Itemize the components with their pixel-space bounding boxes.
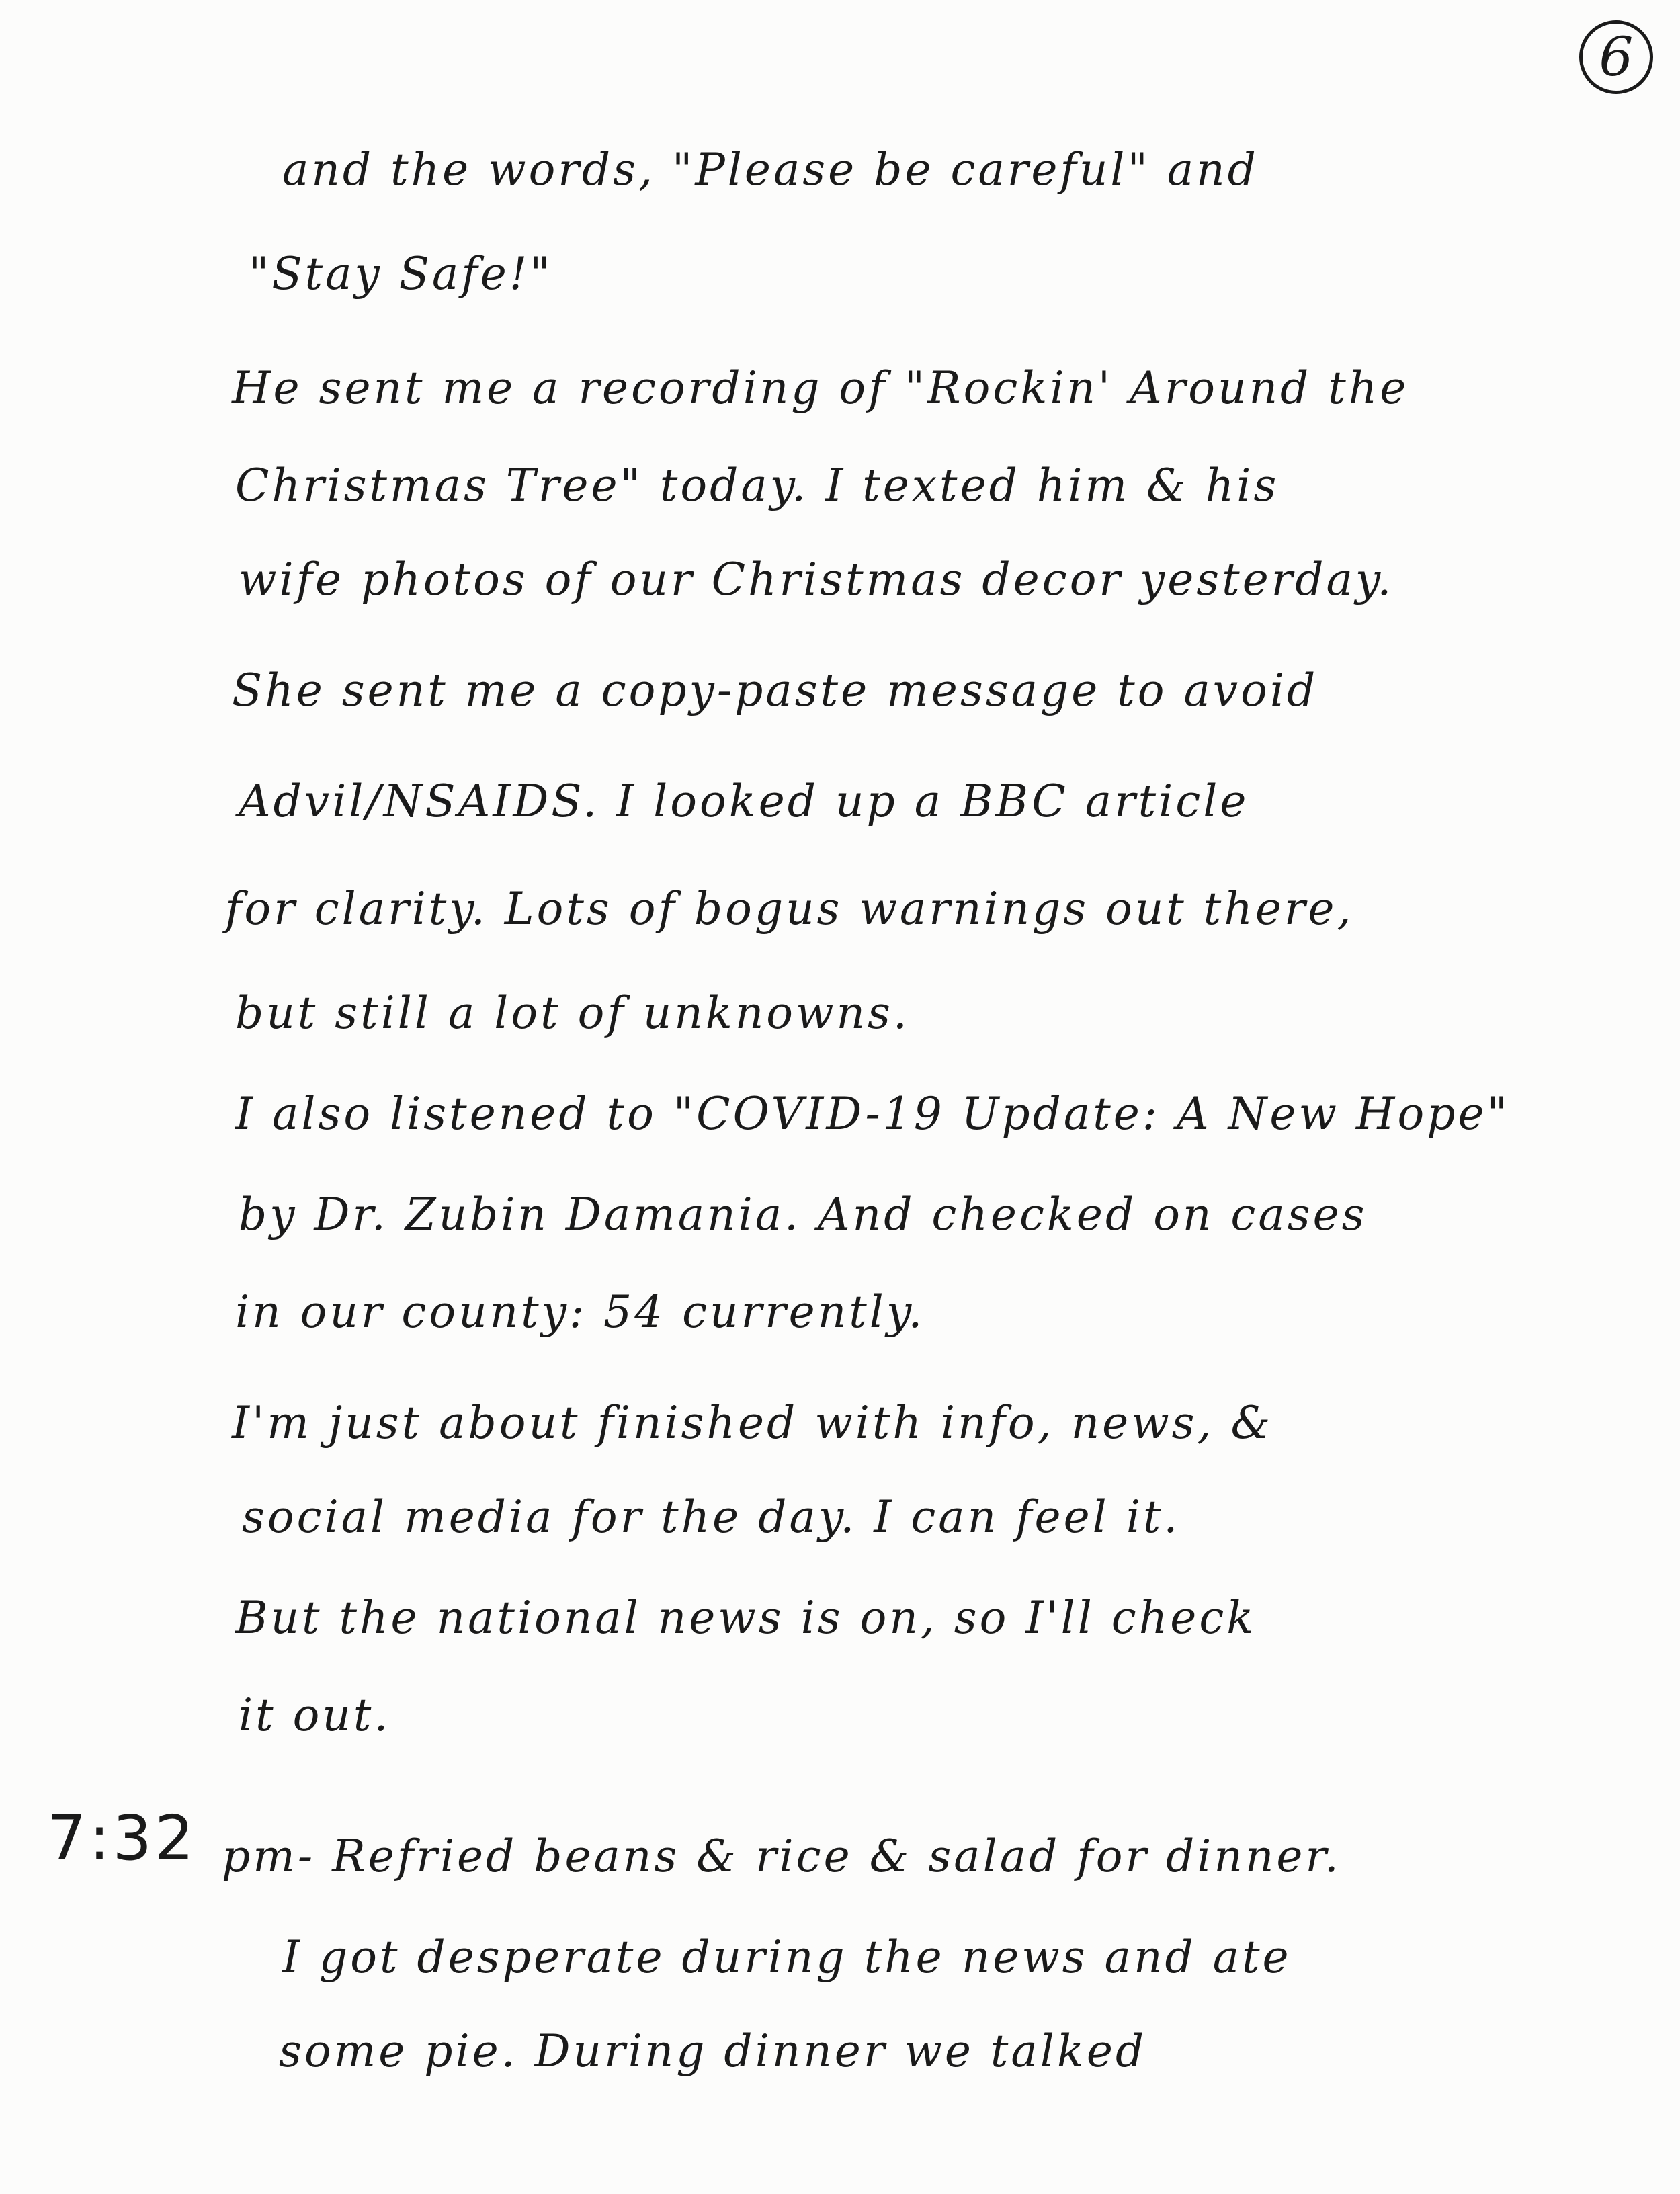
text-line: social media for the day. I can feel it. xyxy=(242,1491,1181,1543)
text-line: But the national news is on, so I'll check xyxy=(235,1592,1257,1644)
text-line: "Stay Safe!" xyxy=(249,248,553,300)
text-line: I'm just about finished with info, news, & xyxy=(232,1397,1273,1449)
text-line: wife photos of our Christmas decor yesterday. xyxy=(239,554,1394,605)
text-line: Advil/NSAIDS. I looked up a BBC article xyxy=(239,775,1249,827)
entry-line: pm- Refried beans & rice & salad for dinner. xyxy=(222,1830,1341,1882)
text-line: She sent me a copy-paste message to avoid xyxy=(232,665,1318,716)
entry-line: I got desperate during the news and ate xyxy=(282,1931,1292,1983)
page-number: 6 xyxy=(1579,20,1653,94)
text-line: but still a lot of unknowns. xyxy=(235,987,910,1039)
text-line: Christmas Tree" today. I texted him & his xyxy=(235,460,1279,511)
text-line: it out. xyxy=(239,1689,391,1741)
entry-line: some pie. During dinner we talked xyxy=(279,2025,1147,2077)
text-line: by Dr. Zubin Damania. And checked on cases xyxy=(239,1189,1368,1240)
text-line: and the words, "Please be careful" and xyxy=(282,144,1259,196)
text-line: I also listened to "COVID-19 Update: A New Hope" xyxy=(235,1088,1510,1140)
entry-time: 7:32 xyxy=(47,1802,197,1874)
text-line: for clarity. Lots of bogus warnings out there, xyxy=(225,883,1354,935)
text-line: in our county: 54 currently. xyxy=(235,1286,925,1338)
text-line: He sent me a recording of "Rockin' Around the xyxy=(232,362,1409,414)
